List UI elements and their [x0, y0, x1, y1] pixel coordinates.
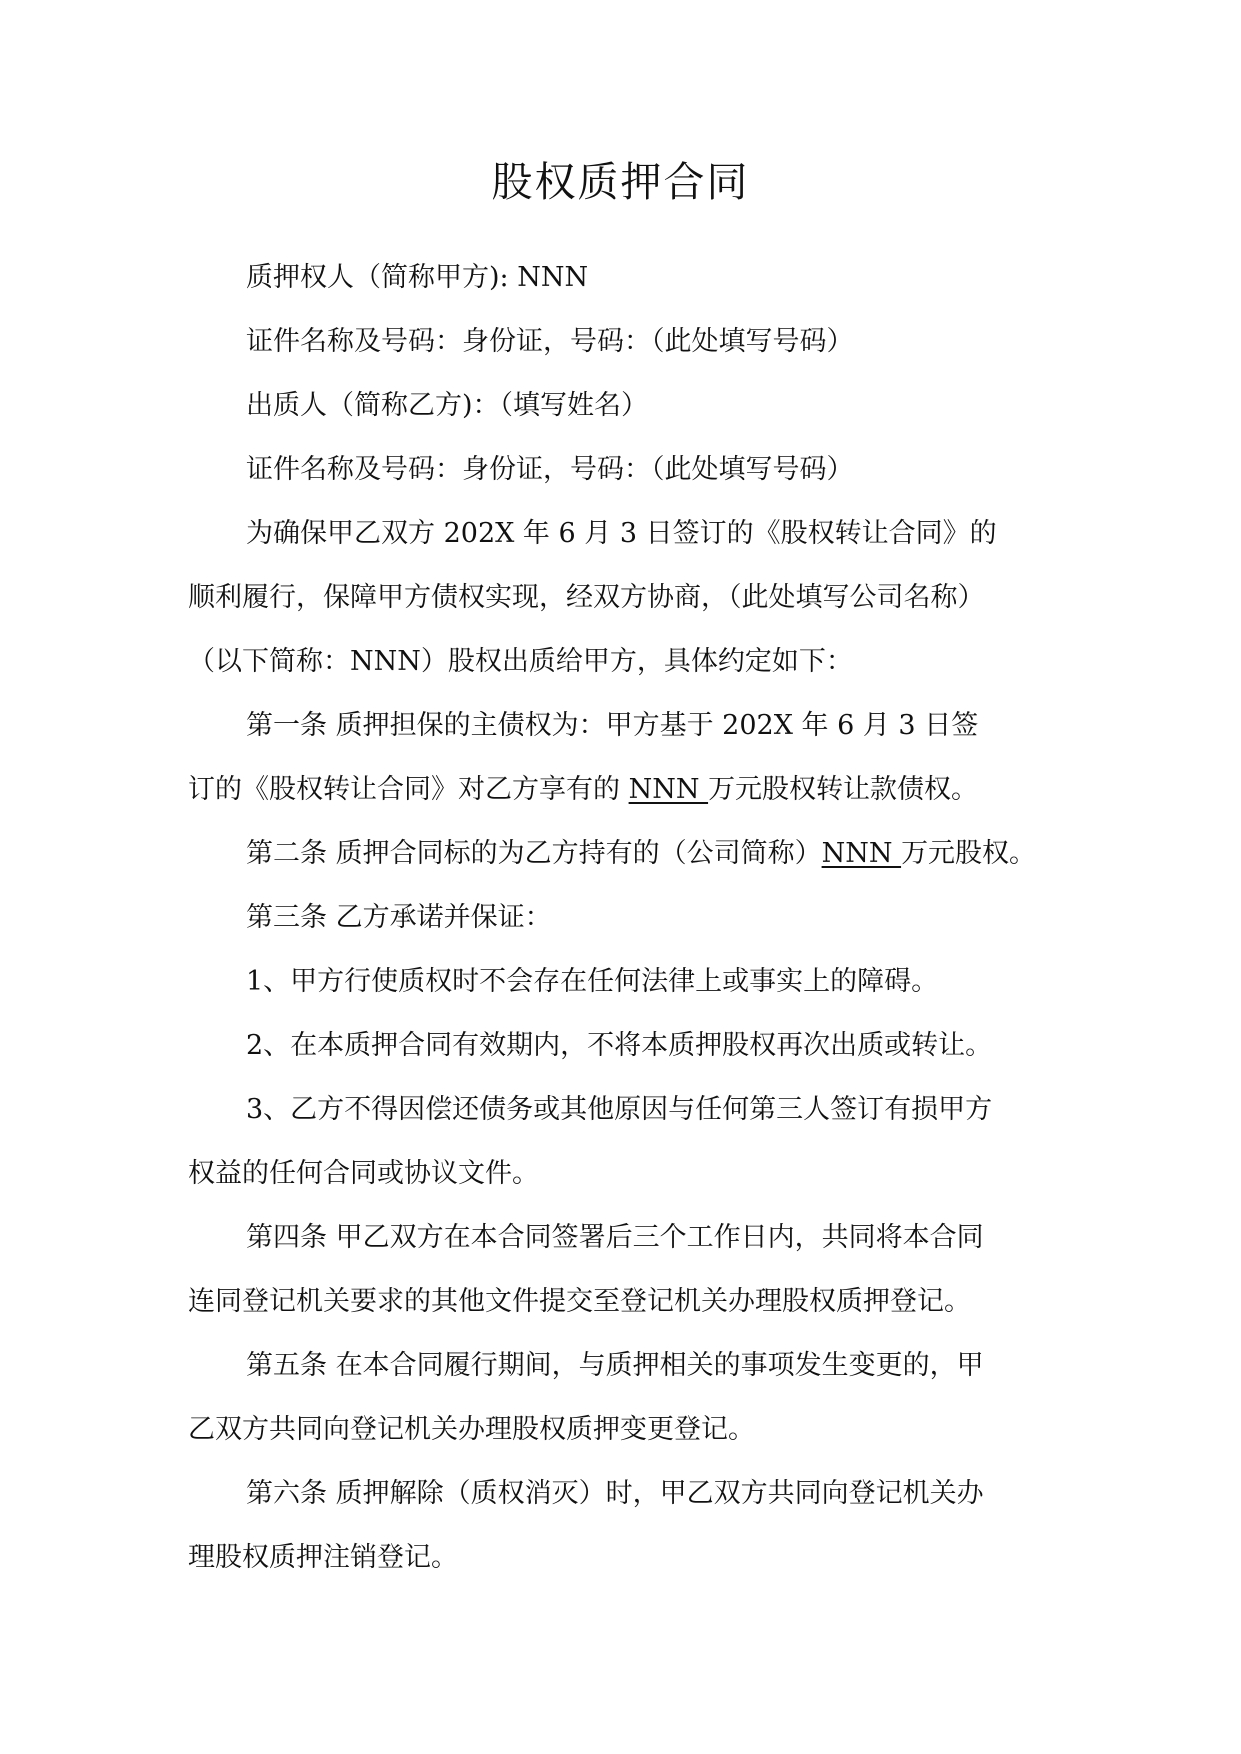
article-1-suffix: 万元股权转让款债权。 — [708, 774, 979, 805]
document-title: 股权质押合同 — [491, 158, 750, 206]
article-4-line-2: 连同登记机关要求的其他文件提交至登记机关办理股权质押登记。 — [188, 1286, 971, 1317]
article-3-item-3-line-1: 3、乙方不得因偿还债务或其他原因与任何第三人签订有损甲方 — [246, 1094, 993, 1125]
article-1-line-2 — [188, 770, 978, 810]
article-6-line-2: 理股权质押注销登记。 — [188, 1542, 458, 1573]
article-3-item-1: 1、甲方行使质权时不会存在任何法律上或事实上的障碍。 — [246, 966, 939, 997]
preamble-line-2: 顺利履行，保障甲方债权实现，经双方协商，（此处填写公司名称） — [188, 582, 985, 613]
pledgee-line: 质押权人（简称甲方): NNN — [246, 262, 589, 293]
article-3-item-3-line-2: 权益的任何合同或协议文件。 — [188, 1158, 539, 1189]
preamble-line-1: 为确保甲乙双方 202X 年 6 月 3 日签订的《股权转让合同》的 — [246, 518, 997, 549]
article-3-heading: 第三条 乙方承诺并保证： — [246, 902, 552, 933]
article-3-item-2: 2、在本质押合同有效期内，不将本质押股权再次出质或转让。 — [246, 1030, 993, 1061]
article-5-line-1: 第五条 在本合同履行期间，与质押相关的事项发生变更的，甲 — [246, 1350, 984, 1381]
article-1-prefix: 订的《股权转让合同》对乙方享有的 — [188, 774, 629, 805]
pledgor-id-line: 证件名称及号码：身份证，号码：（此处填写号码） — [246, 454, 854, 485]
article-6-line-1: 第六条 质押解除（质权消灭）时，甲乙双方共同向登记机关办 — [246, 1478, 984, 1509]
article-2-amount: NNN — [821, 838, 902, 869]
preamble-line-3: （以下简称：NNN）股权出质给甲方，具体约定如下： — [188, 646, 853, 677]
article-1-line-1: 第一条 质押担保的主债权为：甲方基于 202X 年 6 月 3 日签 — [246, 710, 979, 741]
article-1-amount: NNN — [628, 774, 709, 805]
article-4-line-1: 第四条 甲乙双方在本合同签署后三个工作日内，共同将本合同 — [246, 1222, 984, 1253]
article-2-suffix: 万元股权。 — [901, 838, 1037, 869]
pledgee-id-line: 证件名称及号码：身份证，号码：（此处填写号码） — [246, 326, 854, 357]
article-2-prefix: 第二条 质押合同标的为乙方持有的（公司简称） — [246, 838, 822, 869]
pledgor-line: 出质人（简称乙方)：（填写姓名） — [246, 390, 649, 421]
article-2-line — [246, 834, 1036, 874]
article-5-line-2: 乙双方共同向登记机关办理股权质押变更登记。 — [188, 1414, 755, 1445]
